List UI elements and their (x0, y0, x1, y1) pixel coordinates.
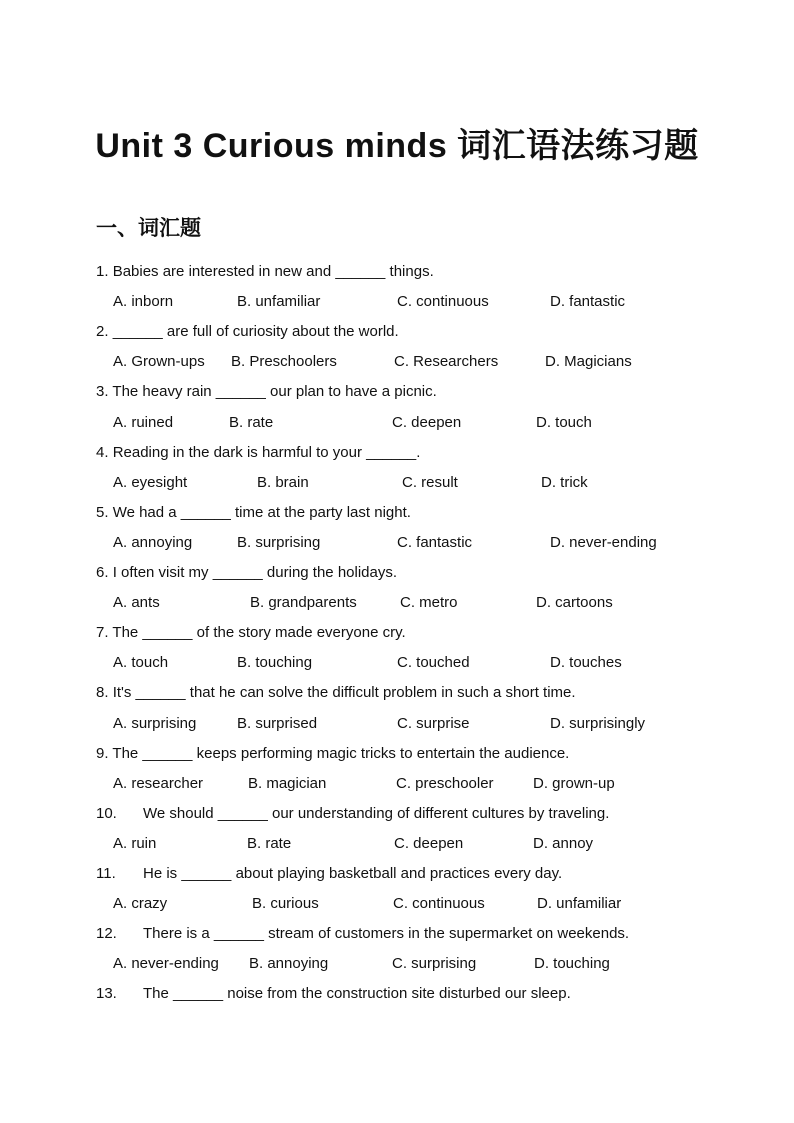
question-item (96, 919, 629, 949)
question-item (96, 257, 434, 287)
answer-option: A. annoying (113, 533, 193, 551)
answer-option: C. surprising (392, 955, 477, 973)
answer-option: B. brain (257, 473, 309, 491)
answer-option: C. continuous (397, 293, 489, 311)
question-item (96, 799, 609, 829)
question-number: 4. (96, 443, 109, 461)
answer-option: B. rate (229, 413, 274, 431)
question-number: 2. (96, 323, 109, 341)
question-item (96, 317, 399, 347)
answer-option: D. annoy (533, 834, 594, 852)
question-number: 1. (96, 263, 109, 280)
question-text: It's ______ that he can solve the difficult problem in such a short time. (112, 684, 576, 702)
answer-option: C. touched (397, 654, 470, 672)
question-text: There is a ______ stream of customers in the supermarket on weekends. (143, 925, 630, 943)
answer-option: A. never-ending (113, 955, 219, 973)
answer-option: C. continuous (393, 895, 485, 913)
question-text: We had a ______ time at the party last night. (112, 503, 411, 521)
question-number: 6. (96, 564, 109, 581)
answer-option: D. touches (550, 654, 622, 672)
answer-option: D. never-ending (550, 533, 657, 551)
answer-option: A. researcher (113, 774, 204, 792)
answer-option: B. curious (252, 895, 319, 913)
question-text: The ______ noise from the construction site disturbed our sleep. (143, 985, 571, 1003)
answer-option: C. Researchers (394, 353, 499, 371)
answer-option: D. surprisingly (550, 714, 646, 732)
question-number: 12. (96, 925, 117, 943)
answer-option: D. touching (534, 955, 610, 973)
answer-option: B. surprised (237, 714, 318, 732)
answer-option: A. touch (113, 654, 169, 672)
answer-option: A. eyesight (113, 473, 188, 491)
answer-option: B. unfamiliar (237, 293, 321, 311)
answer-option: A. crazy (113, 895, 168, 913)
question-text: We should ______ our understanding of different cultures by traveling. (143, 804, 610, 822)
question-item (96, 377, 437, 407)
answer-option: D. fantastic (550, 293, 626, 311)
answer-option: D. trick (541, 473, 588, 491)
question-item (96, 678, 576, 708)
question-item (96, 979, 571, 1009)
question-number: 11. (96, 865, 116, 882)
question-text: He is ______ about playing basketball and practices every day. (143, 865, 563, 882)
question-item (96, 498, 411, 528)
question-text: The ______ keeps performing magic tricks to entertain the audience. (112, 744, 570, 762)
answer-option: C. deepen (394, 834, 464, 852)
question-item (96, 859, 562, 889)
question-number: 10. (96, 804, 117, 822)
question-text: Reading in the dark is harmful to your ______. (112, 443, 421, 461)
question-number: 3. (96, 383, 109, 401)
answer-option: C. result (402, 473, 458, 491)
question-text: I often visit my ______ during the holidays. (112, 564, 398, 581)
question-number: 5. (96, 503, 109, 521)
answer-option: C. metro (400, 594, 458, 612)
question-number: 13. (96, 985, 117, 1003)
answer-option: D. unfamiliar (537, 895, 622, 913)
question-text: The heavy rain ______ our plan to have a picnic. (112, 383, 437, 401)
answer-option: B. Preschoolers (231, 353, 337, 371)
answer-option: A. Grown-ups (113, 353, 205, 371)
answer-option: B. grandparents (250, 594, 357, 612)
answer-option: A. ruin (113, 834, 157, 852)
answer-option: C. deepen (392, 413, 462, 431)
section-heading: 一、词汇题 (96, 217, 201, 240)
answer-option: A. surprising (113, 714, 197, 732)
answer-option: C. fantastic (397, 533, 473, 551)
answer-option: D. touch (536, 413, 592, 431)
answer-option: B. annoying (249, 955, 329, 973)
answer-option: B. magician (248, 774, 327, 792)
answer-option: D. grown-up (533, 774, 615, 792)
answer-option: A. ants (113, 594, 160, 612)
answer-option: B. touching (237, 654, 313, 672)
question-number: 7. (96, 624, 109, 642)
answer-option: A. ruined (113, 413, 174, 431)
answer-option: B. rate (247, 834, 292, 852)
answer-option: A. inborn (113, 293, 174, 311)
page-title: Unit 3 Curious minds 词汇语法练习题 (95, 127, 699, 165)
answer-option: C. preschooler (396, 774, 494, 792)
question-text: ______ are full of curiosity about the world. (112, 323, 399, 341)
answer-option: D. Magicians (545, 353, 632, 371)
answer-option: B. surprising (237, 533, 321, 551)
question-item (96, 739, 569, 769)
question-item (96, 558, 397, 588)
question-number: 8. (96, 684, 109, 702)
question-item (96, 618, 406, 648)
answer-option: C. surprise (397, 714, 470, 732)
answer-option: D. cartoons (536, 594, 613, 612)
question-text: Babies are interested in new and ______ things. (112, 263, 434, 280)
question-number: 9. (96, 744, 109, 762)
question-item (96, 438, 420, 468)
question-text: The ______ of the story made everyone cry. (112, 624, 406, 642)
